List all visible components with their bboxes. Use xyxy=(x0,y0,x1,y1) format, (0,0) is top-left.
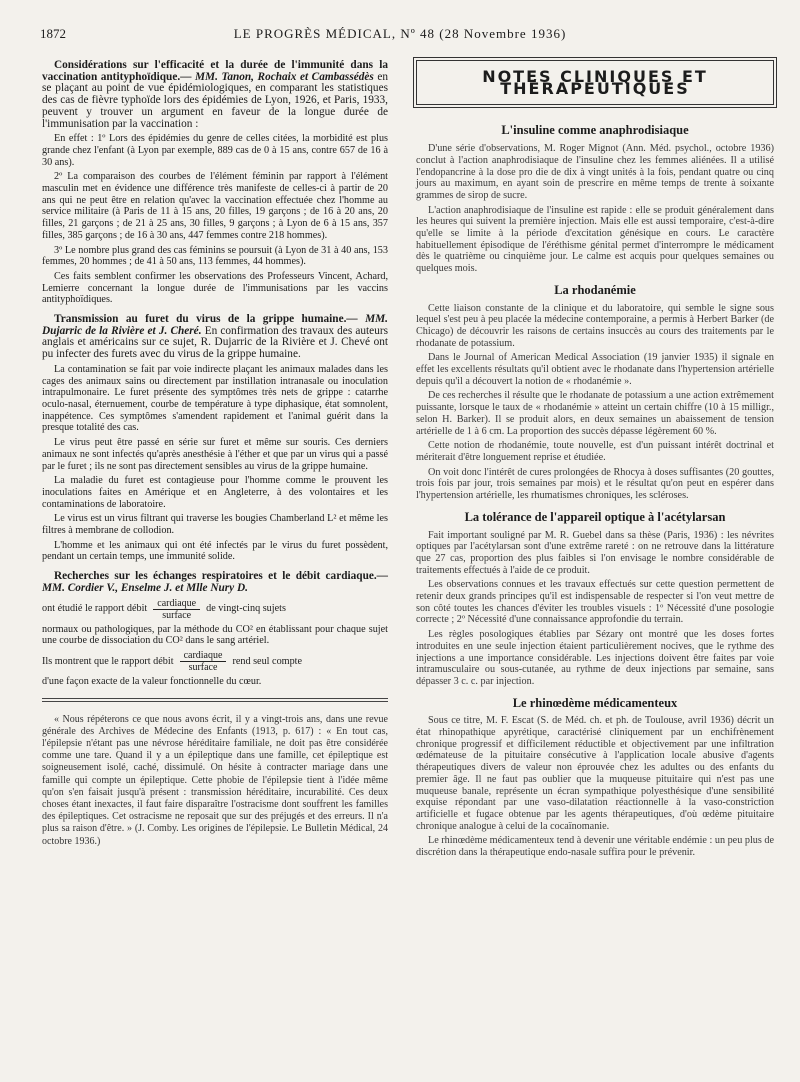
article-lead: en se plaçant au point de vue épidémiologiques, en comparant les statistiques des cas de fièvre typhoïde lors des épidémies de Lyon, 1926, et Paris, 1933, peuvent y trouver un argument en faveur de la longue durée de l'immunisation par la vaccination : xyxy=(42,70,388,130)
article-authors: — MM. Cordier V., Enselme J. et Mlle Nury D. xyxy=(42,570,388,594)
page-number: 1872 xyxy=(40,26,66,41)
ratio-formula xyxy=(42,650,388,673)
paragraph: Ces faits semblent confirmer les observations des Professeurs Vincent, Achard, Lemierre concernant la longue durée de l'immunisations par les vaccins antityphoïdiques. xyxy=(42,270,388,306)
paragraph: Cette notion de rhodanémie, toute nouvelle, est d'un puissant intérêt doctrinal et mériterait d'être longuement reprise et étudiée. xyxy=(416,440,774,463)
ratio-post: rend seul compte xyxy=(232,655,303,667)
paragraph: En effet : 1º Lors des épidémies du genre de celles citées, la morbidité est plus grande chez l'enfant (à Lyon par exemple, 889 cas de 0 à 15 ans, contre 657 de 16 à 30 ans). xyxy=(42,133,388,168)
article-heading xyxy=(42,314,388,361)
paragraph: d'une façon exacte de la valeur fonctionnelle du cœur. xyxy=(42,675,262,687)
section-title: L'insuline comme anaphrodisiaque xyxy=(501,123,689,138)
paragraph: Fait important souligné par M. R. Guebel dans sa thèse (Paris, 1936) : les névrites optiques par l'acétylarsan sont d'une extrême rareté : on ne retrouve dans la littérature que 27 cas, proportion des plus faibles si l'on envisage le nombre considérable de traitements effectués à l'aide de ce produit. xyxy=(416,529,774,576)
fraction xyxy=(180,650,227,673)
paragraph: D'une série d'observations, M. Roger Mignot (Ann. Méd. psychol., octobre 1936) conclut à l'action anaphrodisiaque de l'insuline chez les femmes aliénées. Il a utilisé l'endopancrine à la dose pro die de dix à vingt unités à la fois, pendant quatre ou cinq jours au maximum, en ayant soin de prescrire en même temps de trente à soixante grammes de sirop de sucre. xyxy=(416,143,774,201)
ratio-pre: ont étudié le rapport débit xyxy=(42,603,148,615)
section-title: Le rhinœdème médicamenteux xyxy=(512,695,678,710)
article-authors: — MM. Dujarric de la Rivière et J. Cheré. xyxy=(42,313,388,337)
article-heading xyxy=(42,60,388,130)
footnote xyxy=(42,714,388,848)
ratio-formula xyxy=(42,598,388,621)
running-header xyxy=(0,0,800,45)
right-column xyxy=(416,60,774,862)
ratio-pre: Ils montrent que le rapport débit xyxy=(42,655,174,667)
section-banner: NOTES CLINIQUES ET THÉRAPEUTIQUES xyxy=(416,60,774,105)
paragraph: La contamination se fait par voie indirecte plaçant les animaux malades dans les cages des animaux sains ou directement par instillation intranasale ou inoculation intrapulmonaire. Le furet présente des symptômes très nets de grippe : catarrhe oculo-nasal, éternuement, courbe de température à type diphasique, état somnolent, inappétence. Ces symptômes s'amendent rapidement et l'animal guérit dans la presque totalité des cas. xyxy=(42,363,388,434)
article-title: Transmission au furet du virus de la grippe humaine. xyxy=(54,313,347,326)
fraction-numerator: cardiaque xyxy=(180,650,227,662)
paragraph: Dans le Journal of American Medical Association (19 janvier 1935) il signale en effet les excellents résultats qu'il obtient avec le rhodanate dans l'hypertension artérielle depuis qu'il a découvert la notion de « rhodanémie ». xyxy=(416,352,774,387)
paragraph: La maladie du furet est contagieuse pour l'homme comme le prouvent les inoculations faites en Amérique et en Angleterre, à des volontaires et les contaminations de laboratoire. xyxy=(42,475,388,510)
paragraph: De ces recherches il résulte que le rhodanate de potassium a une action extrêmement puissante, lorsque le taux de « rhodanémie » atteint un certain chiffre (10 à 15 milligr., selon H. Barker). Il se produit alors, en deux semaines un abaissement de tension artérielle de 1 à 6 cm. La proportion des succès dépasse légèrement 60 %. xyxy=(416,390,774,437)
paragraph: Le rhinœdème médicamenteux tend à devenir une véritable endémie : un peu plus de discrétion dans la thérapeutique endo-nasale suffira pour le prévenir. xyxy=(416,835,774,859)
fraction xyxy=(153,598,200,621)
paragraph: L'action anaphrodisiaque de l'insuline est rapide : elle se produit généralement dans les heures qui suivent la première injection. Mais elle est aussi temporaire, c'est-à-dire qu'elle se limite à la période d'excitation génésique en cours. Le caractère habituellement épisodique de l'éréthisme génital permet d'interrompre le médicament dès le quatrième ou cinquième jour. Le calme est acquis pour quelques semaines ou quelques mois. xyxy=(416,204,774,275)
article-title: Considérations sur l'efficacité et la durée de l'immunité dans la vaccination antityphoïdique. xyxy=(42,59,388,83)
article-lead: En confirmation des travaux des auteurs anglais et américains sur ce sujet, R. Dujarric de la Rivière et J. Chevé ont pu infecter des furets avec du virus de la grippe humaine. xyxy=(42,324,388,361)
paragraph: L'homme et les animaux qui ont été infectés par le virus du furet possèdent, pendant un certain temps, une immunité solide. xyxy=(42,539,388,563)
fraction-denominator: surface xyxy=(188,661,218,673)
paragraph: Le virus peut être passé en série sur furet et même sur souris. Ces derniers animaux ne sont infectés qu'après anesthésie à l'éther et que par un virus qui a passé par le furet ; ils ne sont pas directement sensibles au virus de la grippe humaine. xyxy=(42,437,388,472)
paragraph: On voit donc l'intérêt de cures prolongées de Rhocya à doses suffisantes (20 gouttes, trois fois par jour, trois semaines par mois) et le résultat qu'on peut en espérer dans l'hypertension artérielle, les rhumatismes chroniques, les scléroses. xyxy=(416,466,774,502)
divider xyxy=(42,698,388,699)
paragraph: Cette liaison constante de la clinique et du laboratoire, qui semble le signe sous lequel s'est peu à peu placée la médecine contemporaine, a permis à Herbert Barker (de Chicago) de découvrir les raisons de certains insuccès au cours des traitements par le rhodanate de potassium. xyxy=(416,302,774,349)
paragraph: 2º La comparaison des courbes de l'élément féminin par rapport à l'élément masculin met en évidence une différence très manifeste de celles-ci à partir de 20 ans qui ne peut être en relation qu'avec la vaccination effectuée chez l'homme au service militaire (à Paris de 11 à 15 ans, 20 filles, 19 garçons ; de 16 à 20 ans, 20 filles, 21 garçons ; de 21 à 25 ans, 30 filles, 9 garçons ; à Lyon de 6 à 15 ans, 357 filles, 385 garçons ; de 16 à 30 ans, 447 femmes contre 218 hommes). xyxy=(42,171,388,241)
footnote-text: « Nous répéterons ce que nous avons écrit, il y a vingt-trois ans, dans une revue générale des Archives de Médecine des Enfants (1913, p. 617) : « En tout cas, l'épilepsie n'étant pas une névrose héréditaire familiale, ne doit pas être considérée comme une tare. Quand il y a un épileptique dans une famille, cet épileptique est soigneusement isolé, caché, dissimulé. On hésite à contracter mariage dans une famille qui compte un épileptique. Cette phobie de l'épilepsie tient à l'idée même qu'on s'en faisait jusqu'à présent : transmission héréditaire, incurabilité. Ces deux choses étant inexactes, il faut faire disparaître l'ostracisme dont souffrent les familles des épileptiques. Cet ostracisme ne reposait que sur des préjugés et des erreurs. Il n'a plus sa raison d'être. » (J. Comby. Les origines de l'épilepsie. Le Bulletin Médical, 24 octobre 1936.) xyxy=(42,713,388,847)
paragraph: Les observations connues et les travaux effectués sur cette question permettent de retenir deux grands principes qu'il est indispensable de respecter si l'on veut mettre de son côté toutes les chances d'éviter les troubles visuels : 1º Nécessité d'une posologie correcte ; 2º Nécessité d'une connaissance approfondie du terrain. xyxy=(416,579,774,626)
paragraph: 3º Le nombre plus grand des cas féminins se poursuit (à Lyon de 31 à 40 ans, 153 femmes, 20 hommes ; de 41 à 50 ans, 113 femmes, 44 hommes). xyxy=(42,244,388,268)
running-head: LE PROGRÈS MÉDICAL, Nº 48 (28 Novembre 1936) xyxy=(233,26,567,41)
fraction-numerator: cardiaque xyxy=(153,598,200,610)
article-heading xyxy=(42,571,388,594)
paragraph: Sous ce titre, M. F. Escat (S. de Méd. ch. et ph. de Toulouse, avril 1936) décrit un état rhinopathique apyrétique, caractérisé cliniquement par un enchifrènement chronique progressif et difficilement réductible et objectivement par une infiltration œdémateuse de la pituitaire consécutive à l'application locale abusive d'agents thérapeutiques divers de valeur non éprouvée chez les adultes ou des enfants du premier âge. Il ne faut pas oublier que la muqueuse pituitaire qui n'est pas une muqueuse banale, représente un écran sympathique polyesthésique d'une sensibilité exquise répondant par une vaso-dilatation réactionnelle à la vaso-constriction artificielle et fugace obtenue par les agents thérapeutiques, d'où œdème pituitaire chronique analogue à celui de la cocaïnomanie. xyxy=(416,715,774,832)
section-title: La tolérance de l'appareil optique à l'acétylarsan xyxy=(464,509,726,524)
article-authors: — MM. Tanon, Rochaix et Cambassédès xyxy=(180,70,374,83)
section-title: La rhodanémie xyxy=(554,282,636,297)
paragraph: normaux ou pathologiques, par la méthode du CO² en établissant pour chaque sujet une courbe de dissociation du CO² dans le sang artériel. xyxy=(42,623,388,647)
paragraph: Les règles posologiques établies par Sézary ont montré que les doses fortes introduites en une seule injection étaient particulièrement nocives, que le rythme des injections a une importance considérable. Les injections doivent être faites par voie intramusculaire ou sous-cutanée, au rythme de deux injections par semaine, sans dépasser 3 c. c. par injection. xyxy=(416,629,774,687)
ratio-post: de vingt-cinq sujets xyxy=(206,603,286,615)
divider xyxy=(42,701,388,702)
article-title: Recherches sur les échanges respiratoires et le débit cardiaque. xyxy=(54,570,377,583)
fraction-denominator: surface xyxy=(162,609,192,621)
left-column xyxy=(42,60,388,848)
paragraph: Le virus est un virus filtrant qui traverse les bougies Chamberland L² et même les filtres à membrane de collodion. xyxy=(42,513,388,537)
